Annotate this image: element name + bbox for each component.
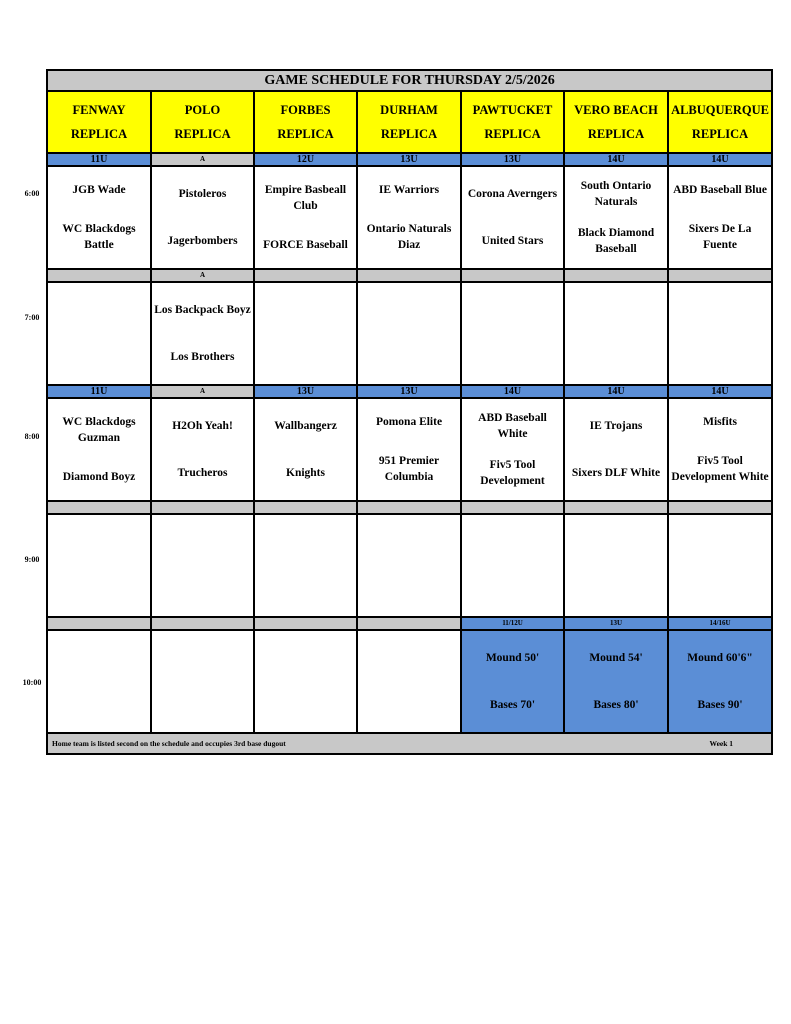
game-cell (357, 514, 461, 617)
schedule-title: GAME SCHEDULE FOR THURSDAY 2/5/2026 (47, 70, 772, 91)
game-cell (151, 630, 254, 733)
field-name: FORBES (280, 103, 331, 117)
home-team-note: Home team is listed second on the schedule and occupies 3rd base dugout (52, 739, 286, 748)
game-cell (254, 282, 357, 385)
away-team: IE Warriors (378, 184, 440, 197)
division-cell: 13U (461, 153, 564, 166)
game-cell (357, 630, 461, 733)
game-row (47, 514, 772, 617)
division-row (47, 501, 772, 514)
division-cell: 13U (254, 385, 357, 398)
game-cell (254, 630, 357, 733)
division-cell (668, 501, 772, 514)
field-header-forbes (254, 91, 357, 153)
away-team: JGB Wade (72, 184, 126, 197)
division-cell (47, 617, 151, 630)
field-subtitle: REPLICA (174, 127, 231, 141)
schedule-table (46, 69, 773, 755)
home-team: 951 Premier Columbia (378, 454, 440, 483)
game-cell (151, 514, 254, 617)
game-cell (564, 398, 668, 501)
division-cell: 14U (564, 385, 668, 398)
game-cell (151, 398, 254, 501)
time-label: 10:00 (22, 678, 42, 687)
game-cell (668, 514, 772, 617)
home-team: Sixers De La Fuente (688, 222, 752, 251)
division-cell (668, 269, 772, 282)
away-team: ABD Baseball White (478, 412, 547, 441)
division-cell (357, 501, 461, 514)
home-team: Diamond Boyz (62, 470, 136, 483)
game-cell (357, 398, 461, 501)
week-label: Week 1 (709, 739, 734, 748)
home-team: Fiv5 Tool Development White (671, 454, 769, 483)
division-cell (461, 269, 564, 282)
division-cell: A (151, 269, 254, 282)
home-team: Black Diamond Baseball (577, 226, 655, 255)
field-subtitle: REPLICA (277, 127, 334, 141)
time-label: 8:00 (24, 432, 40, 441)
division-cell (47, 501, 151, 514)
away-team: Misfits (703, 416, 737, 429)
division-row (47, 269, 772, 282)
game-cell (668, 630, 772, 733)
game-cell (47, 630, 151, 733)
mound-distance: Mound 60'6" (687, 652, 753, 665)
game-cell (47, 282, 151, 385)
field-header-pawtucket (461, 91, 564, 153)
field-subtitle: REPLICA (691, 127, 749, 141)
division-row (47, 385, 772, 398)
home-team: Los Brothers (170, 350, 235, 363)
field-name: VERO BEACH (574, 103, 658, 117)
game-cell (461, 282, 564, 385)
game-cell (461, 398, 564, 501)
division-cell (254, 617, 357, 630)
away-team: South Ontario Naturals (580, 180, 652, 209)
division-cell: 13U (564, 617, 668, 630)
division-cell: 14/16U (668, 617, 772, 630)
game-row (47, 166, 772, 269)
division-cell: 14U (668, 385, 772, 398)
away-team: IE Trojans (589, 420, 643, 433)
division-cell (564, 269, 668, 282)
away-team: Pomona Elite (375, 416, 443, 429)
field-subtitle: REPLICA (380, 127, 438, 141)
game-cell (668, 166, 772, 269)
mound-distance: Mound 54' (589, 652, 643, 665)
footer-row (47, 733, 772, 754)
game-cell (151, 282, 254, 385)
home-team: Fiv5 Tool Development (480, 458, 545, 487)
game-cell (254, 514, 357, 617)
time-label: 7:00 (24, 313, 40, 322)
division-cell (254, 269, 357, 282)
field-name: DURHAM (380, 103, 438, 117)
game-cell (47, 398, 151, 501)
game-cell (357, 166, 461, 269)
division-cell (357, 617, 461, 630)
division-cell: A (151, 385, 254, 398)
away-team: WC Blackdogs Guzman (62, 416, 136, 445)
away-team: Pistoleros (178, 188, 227, 201)
division-cell: 14U (668, 153, 772, 166)
field-name: PAWTUCKET (472, 103, 553, 117)
game-cell (47, 514, 151, 617)
field-header-polo (151, 91, 254, 153)
division-cell: A (151, 153, 254, 166)
field-header-row (47, 91, 772, 153)
division-cell (357, 269, 461, 282)
home-team: FORCE Baseball (263, 238, 348, 251)
division-cell: 14U (461, 385, 564, 398)
game-cell (151, 166, 254, 269)
division-cell: 11U (47, 385, 151, 398)
bases-distance: Bases 80' (593, 698, 639, 711)
game-cell (357, 282, 461, 385)
field-subtitle: REPLICA (587, 127, 645, 141)
away-team: Los Backpack Boyz (154, 304, 251, 317)
game-cell (668, 398, 772, 501)
away-team: ABD Baseball Blue (673, 184, 767, 197)
game-row (47, 282, 772, 385)
home-team: Jagerbombers (167, 234, 238, 247)
division-cell (461, 501, 564, 514)
division-cell: 14U (564, 153, 668, 166)
away-team: Empire Basbeall Club (264, 184, 347, 213)
division-cell: 12U (254, 153, 357, 166)
game-cell (564, 630, 668, 733)
division-cell (564, 501, 668, 514)
game-cell (254, 166, 357, 269)
division-cell: 11/12U (461, 617, 564, 630)
field-header-fenway (47, 91, 151, 153)
field-name: FENWAY (72, 103, 126, 117)
away-team: Corona Averngers (467, 188, 558, 201)
game-cell (564, 514, 668, 617)
footer-cell (47, 733, 772, 754)
field-subtitle: REPLICA (484, 127, 541, 141)
game-cell (461, 166, 564, 269)
game-cell (47, 166, 151, 269)
game-cell (461, 514, 564, 617)
bases-distance: Bases 70' (489, 698, 536, 711)
field-header-albuquerque (668, 91, 772, 153)
home-team: Ontario Naturals Diaz (366, 222, 452, 251)
division-row (47, 153, 772, 166)
home-team: Trucheros (177, 466, 228, 479)
field-header-durham (357, 91, 461, 153)
game-row (47, 630, 772, 733)
bases-distance: Bases 90' (697, 698, 743, 711)
field-subtitle: REPLICA (70, 127, 128, 141)
home-team: Sixers DLF White (571, 466, 661, 479)
game-cell (254, 398, 357, 501)
game-cell (564, 166, 668, 269)
away-team: Wallbangerz (274, 420, 337, 433)
division-cell (151, 501, 254, 514)
division-row (47, 617, 772, 630)
time-label: 9:00 (24, 555, 40, 564)
time-label: 6:00 (24, 189, 40, 198)
division-cell (254, 501, 357, 514)
away-team: H2Oh Yeah! (172, 420, 233, 433)
game-row (47, 398, 772, 501)
division-cell: 11U (47, 153, 151, 166)
field-name: POLO (184, 103, 221, 117)
mound-distance: Mound 50' (485, 652, 540, 665)
home-team: Knights (286, 466, 325, 479)
home-team: WC Blackdogs Battle (62, 222, 136, 251)
division-cell: 13U (357, 153, 461, 166)
field-header-vero-beach (564, 91, 668, 153)
division-cell (47, 269, 151, 282)
division-cell: 13U (357, 385, 461, 398)
home-team: United Stars (481, 234, 544, 247)
game-cell (461, 630, 564, 733)
game-cell (564, 282, 668, 385)
game-cell (668, 282, 772, 385)
division-cell (151, 617, 254, 630)
field-name: ALBUQUERQUE (671, 103, 769, 117)
